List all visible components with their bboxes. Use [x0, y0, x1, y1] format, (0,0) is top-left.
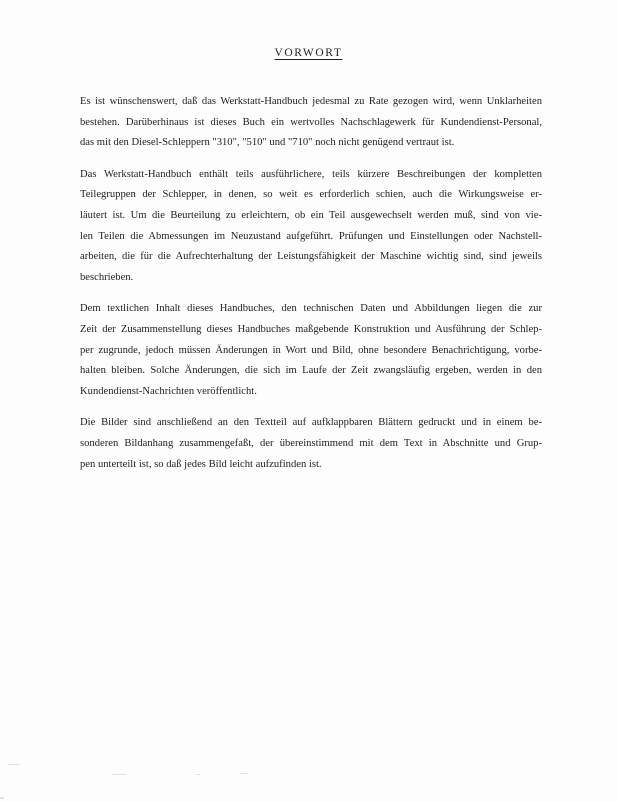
paragraph-1 [80, 92, 542, 154]
text-line: Kundendienst-Nachrichten veröffentlicht. [80, 385, 257, 397]
page-title-text: VORWORT [274, 47, 343, 59]
text-line: Dem textlichen Inhalt dieses Handbuches, den technischen Daten und Abbildungen liegen die zur [80, 303, 542, 315]
scan-artifact [112, 774, 126, 775]
text-line: Teilegruppen der Schlepper, in denen, so weit es erforderlich schien, auch die Wirkungsweise er- [80, 189, 542, 201]
text-line: per zugrunde, jedoch müssen Änderungen in Wort und Bild, ohne besondere Benachrichtigung, vorbe- [80, 344, 542, 356]
text-line: sonderen Bildanhang zusammengefaßt, der übereinstimmend mit dem Text in Abschnitte und Grup- [80, 437, 542, 449]
text-line: läutert ist. Um die Beurteilung zu erleichtern, ob ein Teil ausgewechselt werden muß, sind von vie- [80, 209, 542, 221]
paragraph-2 [80, 165, 542, 289]
text-line: bestehen. Darüberhinaus ist dieses Buch ein wertvolles Nachschlagewerk für Kundendienst-Personal, [80, 116, 542, 128]
scan-artifact [196, 774, 200, 775]
page-title [0, 47, 617, 59]
text-line: arbeiten, die für die Aufrechterhaltung der Leistungsfähigkeit der Maschine wichtig sind, sind jeweils [80, 251, 542, 263]
paragraph-4 [80, 413, 542, 475]
text-line: halten bleiben. Solche Änderungen, die sich im Laufe der Zeit zwangsläufig ergeben, werden in den [80, 365, 542, 377]
text-line: das mit den Diesel-Schleppern "310", "510" und "710" noch nicht genügend vertraut ist. [80, 137, 455, 149]
paragraph-3 [80, 299, 542, 402]
text-line: Zeit der Zusammenstellung dieses Handbuches maßgebende Konstruktion und Ausführung der Schlep- [80, 323, 542, 335]
text-line: Es ist wünschenswert, daß das Werkstatt-Handbuch jedesmal zu Rate gezogen wird, wenn Unklarheiten [80, 96, 542, 107]
text-line: len Teilen die Abmessungen im Neuzustand aufgeführt. Prüfungen und Einstellungen oder Nachstell- [80, 230, 542, 242]
text-line: pen unterteilt ist, so daß jedes Bild leicht aufzufinden ist. [80, 458, 322, 470]
text-line: beschrieben. [80, 271, 134, 283]
document-body [80, 92, 542, 486]
scan-artifact [240, 773, 248, 774]
scan-artifact [8, 764, 20, 765]
text-line: Das Werkstatt-Handbuch enthält teils ausführlichere, teils kürzere Beschreibungen der kompletten [80, 168, 542, 180]
text-line: Die Bilder sind anschließend an den Textteil auf aufklappbaren Blättern gedruckt und in einem be- [80, 417, 542, 429]
scan-artifact [0, 797, 4, 799]
